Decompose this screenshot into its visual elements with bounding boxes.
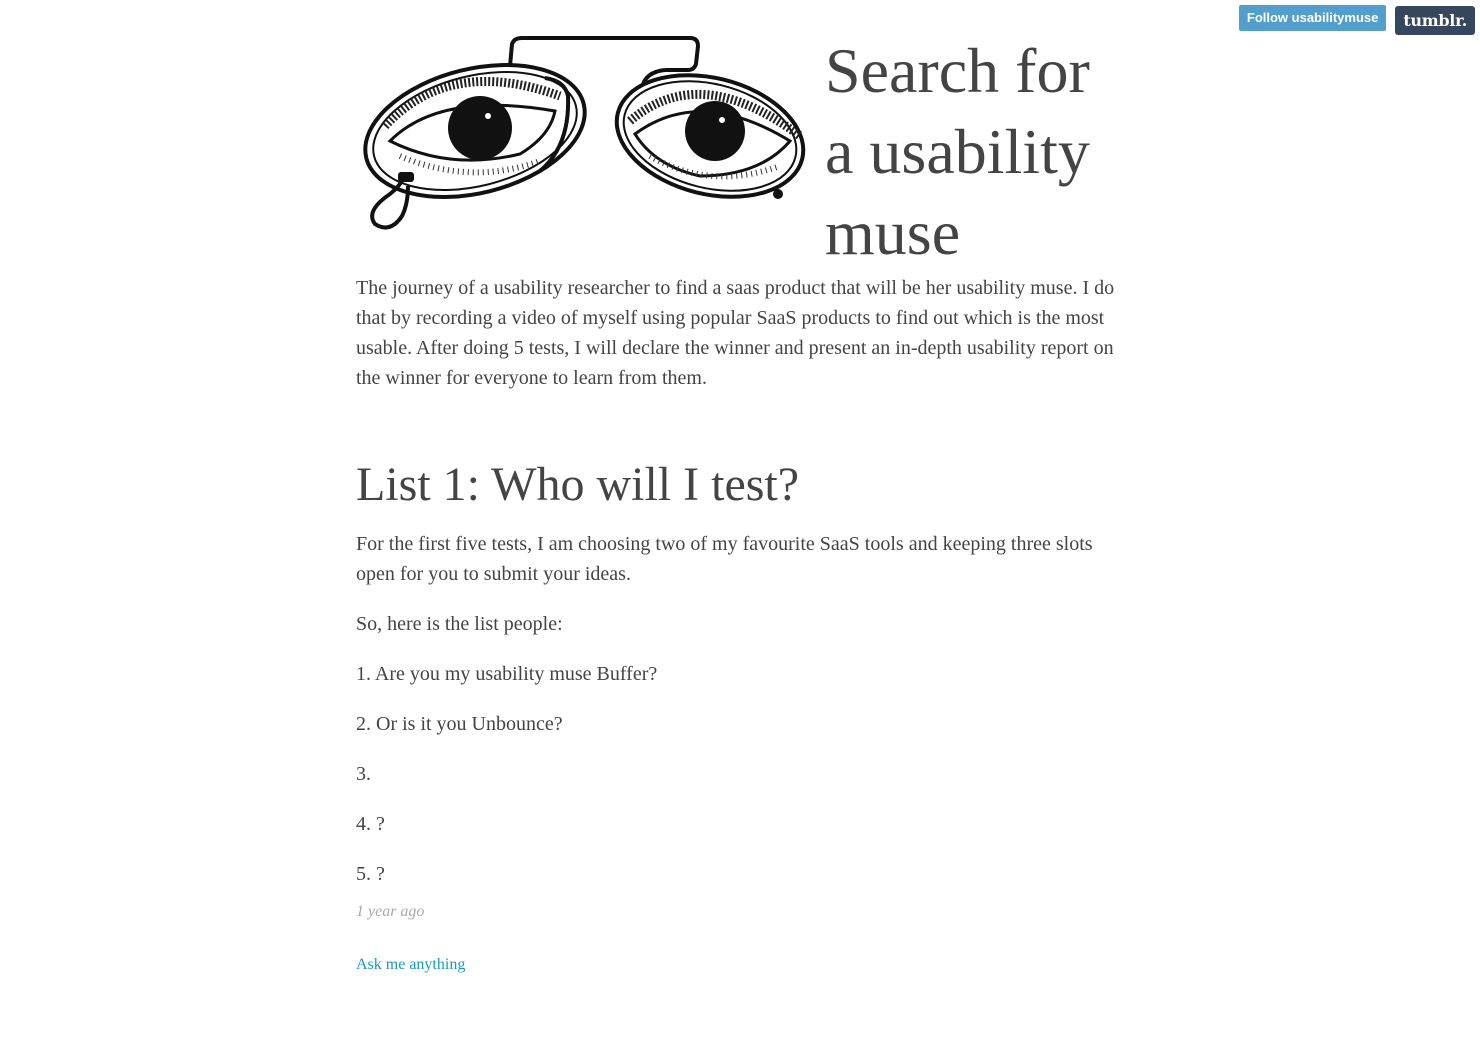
post: [356, 455, 1126, 921]
post-paragraph: For the first five tests, I am choosing two of my favourite SaaS tools and keeping three slots open for you to submit your ideas.: [356, 533, 1093, 585]
blog-header: [356, 0, 1126, 268]
blog-container: [356, 0, 1126, 974]
list-item: 3.: [356, 763, 371, 785]
post-date-link[interactable]: 1 year ago: [356, 903, 425, 920]
eyes-glasses-image: [360, 36, 810, 231]
tumblr-controls: [1239, 5, 1475, 35]
post-paragraph: So, here is the list people:: [356, 613, 563, 635]
list-item: 1. Are you my usability muse Buffer?: [356, 663, 658, 685]
post-title[interactable]: List 1: Who will I test?: [356, 458, 800, 511]
list-item: 5. ?: [356, 863, 385, 885]
list-item: 2. Or is it you Unbounce?: [356, 713, 563, 735]
ask-me-anything-link[interactable]: Ask me anything: [356, 956, 466, 973]
blog-title[interactable]: Search for a usability muse: [825, 35, 1090, 268]
tumblr-logo[interactable]: tumblr.: [1395, 6, 1475, 35]
list-item: 4. ?: [356, 813, 385, 835]
follow-button[interactable]: Follow usabilitymuse: [1239, 5, 1386, 31]
blog-description: The journey of a usability researcher to find a saas product that will be her usability muse. I do that by recording a video of myself using popular SaaS products to find out which is the most usable. After doing 5 tests, I will declare the winner and present an in-depth usability report on the winner for everyone to learn from them.: [356, 277, 1115, 389]
